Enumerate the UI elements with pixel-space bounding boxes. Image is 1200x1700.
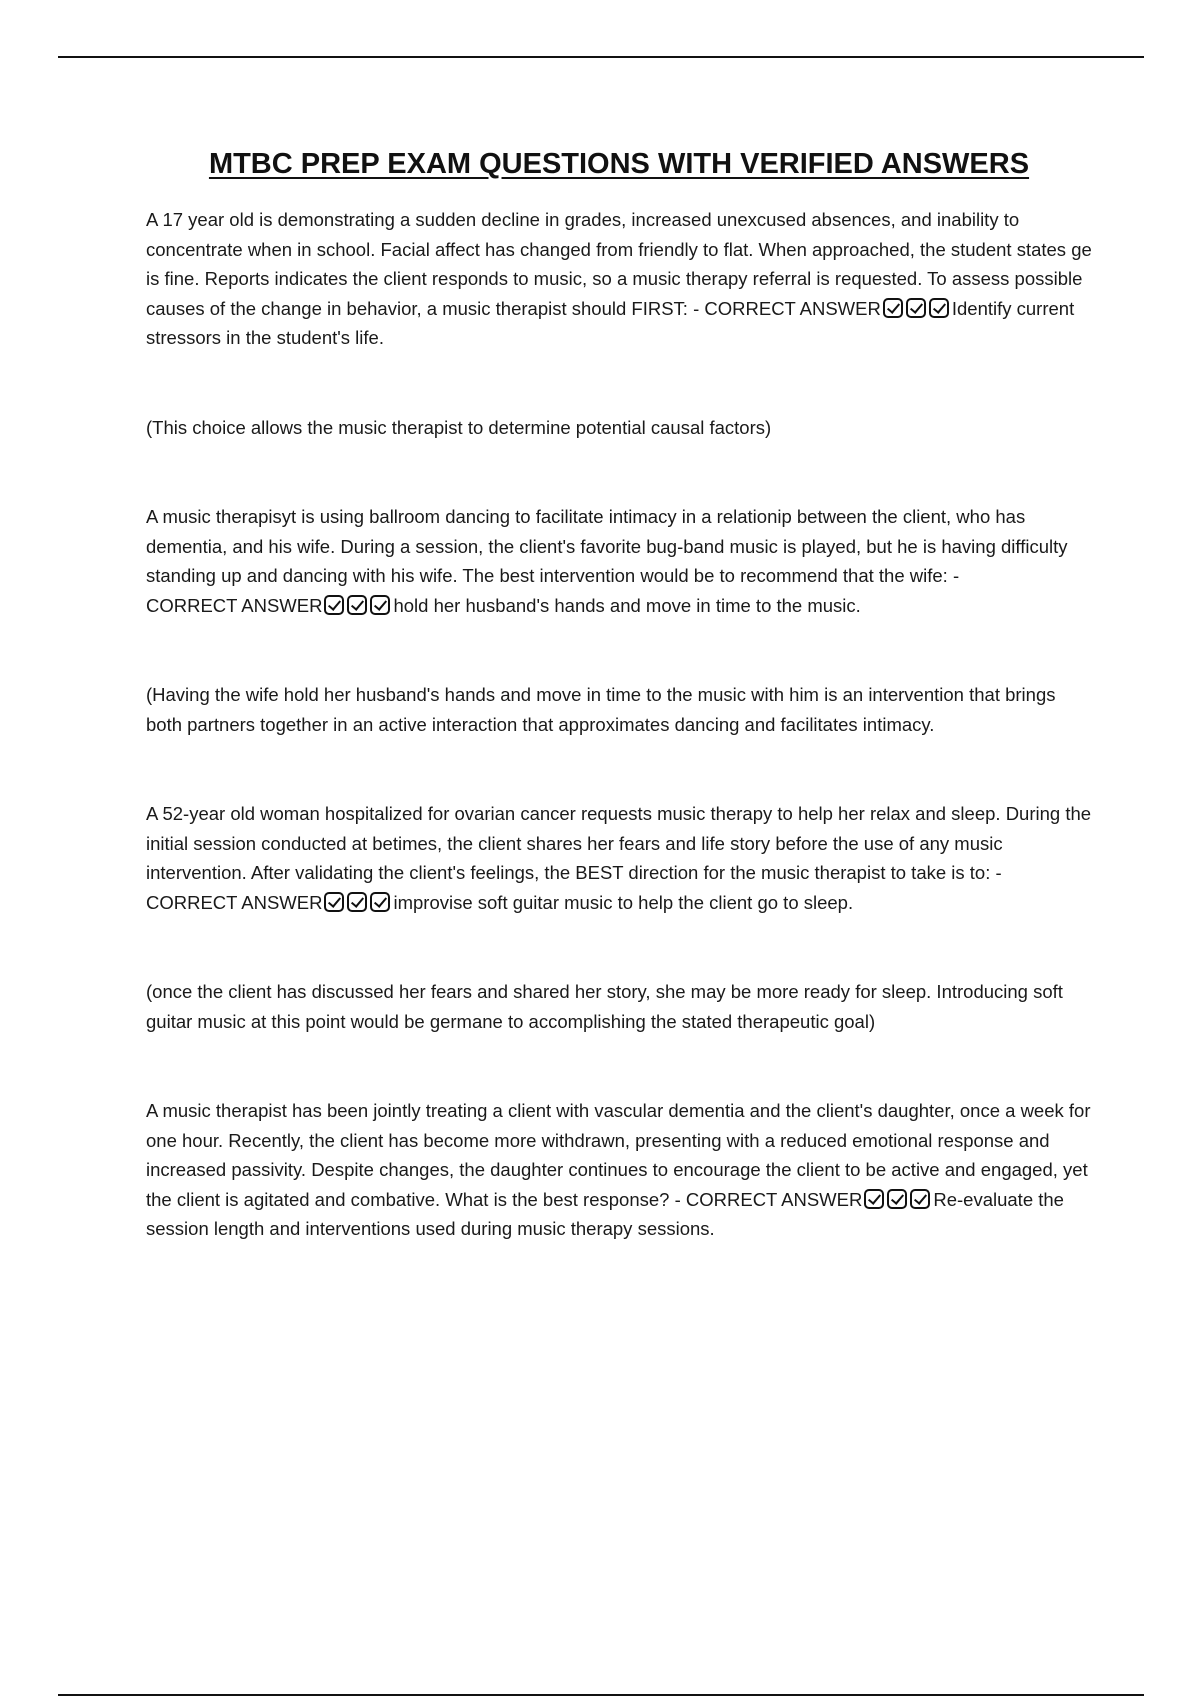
question-3 xyxy=(146,799,1094,917)
answer-text: Identify current stressors in the student's life. xyxy=(146,297,1075,348)
checkbox-checked-icon xyxy=(910,1189,930,1209)
footer-rule xyxy=(58,1694,1144,1696)
answer-text: hold her husband's hands and move in time to the music. xyxy=(393,594,861,616)
explanation-2: (Having the wife hold her husband's hands and move in time to the music with him is an intervention that brings both partners together in an active interaction that approximates dancing and facilitates intimacy. xyxy=(146,684,1056,735)
checkbox-checked-icon xyxy=(864,1189,884,1209)
correct-answer-label: CORRECT ANSWER xyxy=(685,1188,863,1210)
checkbox-checked-icon xyxy=(887,1189,907,1209)
explanation-1: (This choice allows the music therapist to determine potential causal factors) xyxy=(146,416,772,438)
question-1 xyxy=(146,205,1094,353)
correct-answer-label: CORRECT ANSWER xyxy=(146,594,323,616)
checkbox-checked-icon xyxy=(370,595,390,615)
checkbox-checked-icon xyxy=(883,298,903,318)
correct-answer-label: CORRECT ANSWER xyxy=(704,297,881,319)
question-4 xyxy=(146,1096,1094,1244)
checkbox-checked-icon xyxy=(906,298,926,318)
question-text: A 52-year old woman hospitalized for ovarian cancer requests music therapy to help her relax and sleep. During the initial session conducted at betimes, the client shares her fears and life story before the use of any music intervention. After validating the client's feelings, the BEST direction for the music therapist to take is to: - xyxy=(146,803,1092,883)
question-2 xyxy=(146,502,1094,620)
checkbox-checked-icon xyxy=(347,892,367,912)
answer-text: Re-evaluate the session length and interventions used during music therapy sessions. xyxy=(146,1188,1064,1239)
question-text: A music therapist has been jointly treating a client with vascular dementia and the client's daughter, once a week for one hour. Recently, the client has become more withdrawn, presenting with a reduced emotional response and increased passivity. Despite changes, the daughter continues to encourage the client to be active and engaged, yet the client is agitated and combative. What is the best response? - xyxy=(146,1100,1091,1210)
correct-answer-label: CORRECT ANSWER xyxy=(146,891,323,913)
checkbox-checked-icon xyxy=(324,892,344,912)
answer-text: improvise soft guitar music to help the client go to sleep. xyxy=(393,891,854,913)
correct-answer-tag xyxy=(146,595,393,616)
document-body xyxy=(146,205,1094,1244)
correct-answer-tag xyxy=(146,892,393,913)
checkbox-checked-icon xyxy=(929,298,949,318)
question-text: A 17 year old is demonstrating a sudden decline in grades, increased unexcused absences, and inability to concentrate when in school. Facial affect has changed from friendly to flat. When approached, the student states ge is fine. Reports indicates the client responds to music, so a music therapy referral is requested. To assess possible causes of the change in behavior, a music therapist should FIRST: - xyxy=(146,209,1092,319)
explanation-3: (once the client has discussed her fears and shared her story, she may be more ready for sleep. Introducing soft guitar music at this point would be germane to accomplishing the stated therapeutic goal) xyxy=(146,981,1063,1032)
checkbox-checked-icon xyxy=(347,595,367,615)
header-rule xyxy=(58,56,1144,58)
checkbox-checked-icon xyxy=(324,595,344,615)
correct-answer-tag xyxy=(704,298,951,319)
page-title: MTBC PREP EXAM QUESTIONS WITH VERIFIED ANSWERS xyxy=(208,148,1030,180)
checkbox-checked-icon xyxy=(370,892,390,912)
question-text: A music therapisyt is using ballroom dancing to facilitate intimacy in a relationip between the client, who has dementia, and his wife. During a session, the client's favorite bug-band music is played, but he is having difficulty standing up and dancing with his wife. The best intervention would be to recommend that the wife: - xyxy=(146,506,1068,586)
correct-answer-tag xyxy=(686,1189,933,1210)
